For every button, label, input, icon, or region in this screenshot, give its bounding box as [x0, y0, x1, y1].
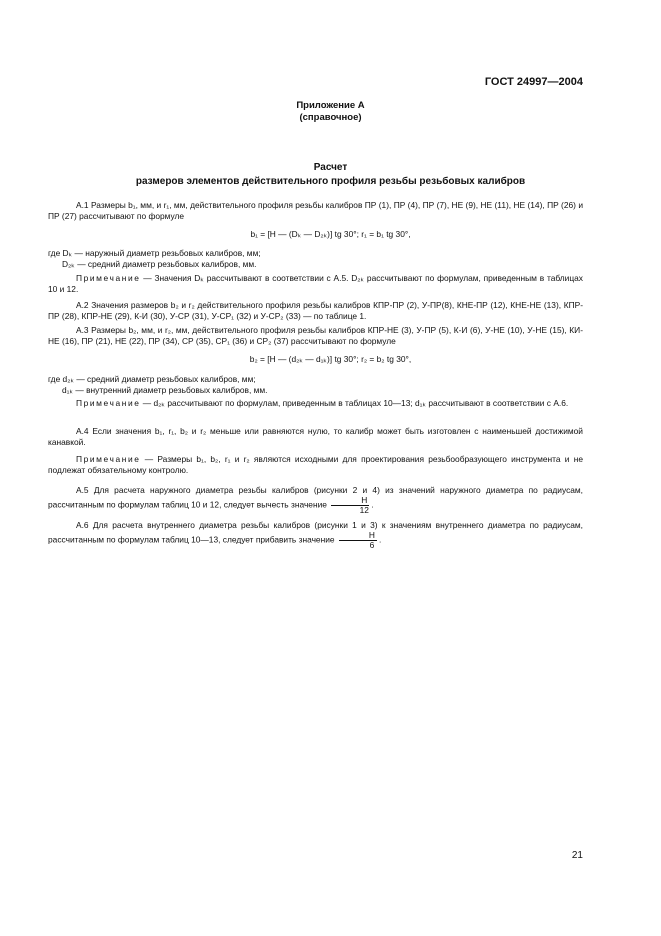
where-d2k-small: где d₂ₖ — средний диаметр резьбовых калибров, мм; [48, 374, 256, 384]
note-label: Примечание [76, 398, 141, 408]
note-label: Примечание [76, 273, 141, 283]
paragraph-a1: А.1 Размеры b₁, мм, и r₁, мм, действительного профиля резьбы калибров ПР (1), ПР (4), ПР (7), НЕ (9), НЕ (11), НЕ (14), ПР (26) и ПР (27) рассчитывают по формуле [48, 200, 583, 222]
paragraph-a2: А.2 Значения размеров b₂ и r₂ действительного профиля резьбы калибров КПР-ПР (2), У-ПР(8), КНЕ-ПР (12), КНЕ-НЕ (13), КПР-ПР (28), КПР-НЕ (29), К-И (30), У-СР (31), У-СР₁ (32) и У-СР₂ (33) — по таблице 1. [48, 300, 583, 322]
paragraph-a4: А.4 Если значения b₁, r₁, b₂ и r₂ меньше или равняются нулю, то калибр может быть изготовлен с наименьшей достижимой канавкой. [48, 426, 583, 448]
note-text: — Значения Dₖ рассчитывают в соответствии с А.5. D₂ₖ рассчитывают по формулам, приведенным в таблицах 10 и 12. [48, 273, 583, 295]
fraction-denominator: 12 [359, 505, 369, 516]
formula-b1: b₁ = [H — (Dₖ — D₂ₖ)] tg 30°; r₁ = b₁ tg 30°, [250, 229, 411, 239]
paragraph-a6-end: . [378, 535, 382, 546]
paragraph-a5 [48, 485, 583, 515]
where-dk: где Dₖ — наружный диаметр резьбовых калибров, мм; [48, 248, 261, 258]
note-text: — Размеры b₁, b₂, r₁ и r₂ являются исходными для проектирования резьбообразующего инструмента и не подлежат обязательному контролю. [48, 454, 583, 476]
paragraph-a6-text: А.6 Для расчета внутреннего диаметра резьбы калибров (рисунки 1 и 3) к значениям внутреннего диаметра по радиусам, рассчитанным по формулам таблиц 10—13, следует прибавить значение [48, 520, 583, 546]
page-number: 21 [571, 850, 583, 861]
section-heading-line1: Расчет [313, 162, 348, 173]
where-d1k: d₁ₖ — внутренний диаметр резьбовых калибров, мм. [62, 385, 268, 395]
note-a3 [48, 398, 583, 409]
note-text: — d₂ₖ рассчитывают по формулам, приведенным в таблицах 10—13; d₁ₖ рассчитывают в соответствии с А.6. [140, 398, 569, 408]
note-label: Примечание [76, 454, 141, 464]
annex-type: (справочное) [299, 112, 362, 123]
paragraph-a6 [48, 520, 583, 550]
paragraph-a5-text: А.5 Для расчета наружного диаметра резьбы калибров (рисунки 2 и 4) из значений наружного диаметра по радиусам, рассчитанным по формулам таблиц 10 и 12, следует вычесть значение [48, 485, 583, 511]
paragraph-a5-end: . [371, 500, 374, 511]
fraction-numerator: H [339, 531, 377, 541]
fraction-h-6 [339, 531, 377, 550]
section-heading-line2: размеров элементов действительного профиля резьбы резьбовых калибров [135, 176, 526, 187]
formula-b2: b₂ = [H — (d₂ₖ — d₁ₖ)] tg 30°; r₂ = b₂ tg 30°, [249, 354, 412, 364]
annex-title: Приложение А [296, 100, 365, 111]
note-a1 [48, 273, 583, 296]
note-a4 [48, 454, 583, 477]
paragraph-a3: А.3 Размеры b₂, мм, и r₂, мм, действительного профиля резьбы калибров КПР-НЕ (3), У-ПР (5), К-И (6), У-НЕ (10), У-НЕ (15), КИ-НЕ (16), ПР (21), НЕ (22), ПР (34), СР (35), СР₁ (36) и СР₂ (37) рассчитывают по формуле [48, 325, 583, 347]
fraction-denominator: 6 [369, 540, 375, 551]
fraction-numerator: H [331, 496, 369, 506]
where-d2k: D₂ₖ — средний диаметр резьбовых калибров, мм. [62, 259, 257, 269]
fraction-h-12 [331, 496, 369, 515]
standard-designation: ГОСТ 24997—2004 [484, 76, 583, 88]
